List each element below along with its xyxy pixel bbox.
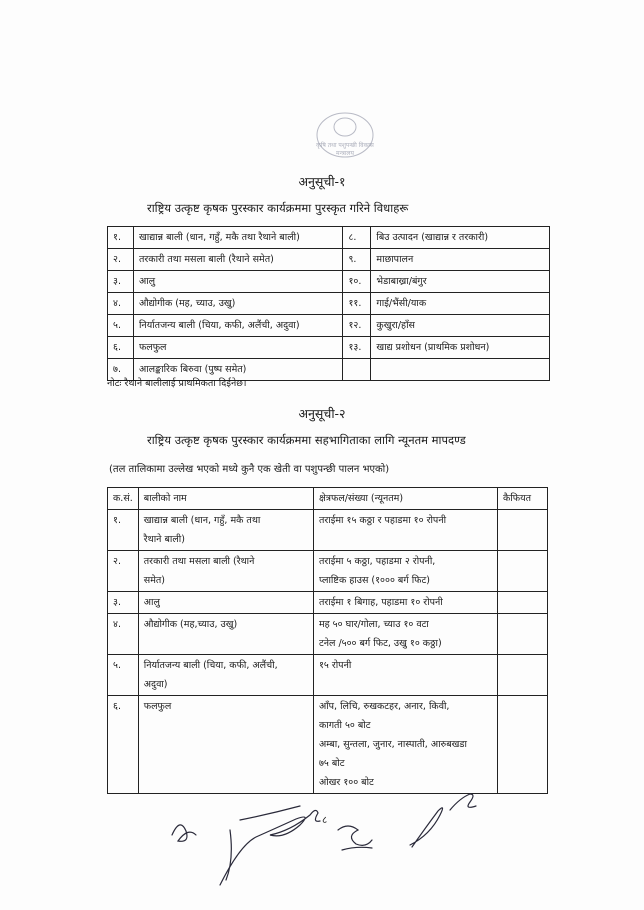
schedule2-cell-area <box>313 696 497 794</box>
schedule1-row <box>108 315 550 337</box>
schedule1-cell-n2 <box>343 359 371 381</box>
schedule2-row <box>108 592 548 614</box>
schedule2-cell-crop <box>138 510 313 551</box>
schedule2-cell-sn: ५. <box>108 655 139 696</box>
schedule1-cell-c1: खाद्यान्न बाली (धान, गहुँ, मकै तथा रैथाने बाली) <box>133 227 342 249</box>
schedule1-cell-c2 <box>371 359 550 381</box>
schedule2-crop-line: अदुवा) <box>143 679 168 690</box>
schedule2-area-line: तराईमा १५ कठ्ठा र पहाडमा १० रोपनी <box>318 515 447 526</box>
schedule1-cell-n2: १०. <box>343 271 371 293</box>
schedule1-cell-n2: ९. <box>343 249 371 271</box>
stamp-seal <box>300 105 390 170</box>
signature-2 <box>220 810 320 885</box>
schedule1-cell-n1: ३. <box>108 271 134 293</box>
schedule2-row <box>108 655 548 696</box>
schedule2-area-line: ओखर १०० बोट <box>318 777 374 788</box>
schedule2-area-line: अम्बा, सुन्तला, जुनार, नास्पाती, आरुबखडा <box>318 739 467 750</box>
signature-3 <box>338 826 372 850</box>
schedule2-crop-line: आलु <box>143 597 160 608</box>
schedule2-cell-remarks <box>498 614 548 655</box>
schedule2-cell-crop <box>138 696 313 794</box>
schedule2-cell-sn: १. <box>108 510 139 551</box>
schedule2-area-line: तराईमा १ बिगाह, पहाडमा १० रोपनी <box>318 597 443 608</box>
schedule2-crop-line: समेत) <box>143 575 165 586</box>
schedule2-header-row <box>108 488 548 510</box>
schedule1-row <box>108 271 550 293</box>
schedule1-cell-n1: ५. <box>108 315 134 337</box>
schedule2-row <box>108 510 548 551</box>
schedule1-cell-c1: आलङ्कारिक बिरुवा (पुष्प समेत) <box>133 359 342 381</box>
signature-4 <box>410 794 476 847</box>
schedule1-cell-c1: आलु <box>133 271 342 293</box>
schedule1-cell-c2: कुखुरा/हाँस <box>371 315 550 337</box>
schedule2-cell-remarks <box>498 510 548 551</box>
schedule1-heading: अनुसूची-१ <box>298 174 346 189</box>
schedule2-crop-line: निर्यातजन्य बाली (चिया, कफी, अलैंची, <box>143 660 278 671</box>
schedule2-area-line: प्लाष्टिक हाउस (१००० बर्ग फिट) <box>318 575 430 586</box>
schedule2-cell-remarks <box>498 696 548 794</box>
schedule2-cell-area <box>313 614 497 655</box>
schedule1-cell-c2: खाद्य प्रशोधन (प्राथमिक प्रशोधन) <box>371 337 550 359</box>
schedule1-cell-n2: ८. <box>343 227 371 249</box>
schedule2-cell-remarks <box>498 551 548 592</box>
schedule2-intro: (तल तालिकामा उल्लेख भएको मध्ये कुनै एक खेती वा पशुपन्छी पालन भएको) <box>109 464 390 475</box>
schedule1-cell-n1: ७. <box>108 359 134 381</box>
signature-1 <box>172 825 196 841</box>
schedule1-cell-n1: ४. <box>108 293 134 315</box>
schedule2-crop-line: तरकारी तथा मसला बाली (रैथाने <box>143 556 255 567</box>
schedule2-cell-sn: २. <box>108 551 139 592</box>
header-crop: बालीको नाम <box>138 488 313 510</box>
schedule1-cell-n1: १. <box>108 227 134 249</box>
schedule1-cell-n2: १३. <box>343 337 371 359</box>
stamp-text-1: कृषि तथा पशुपन्छी विकास <box>316 142 374 149</box>
schedule2-area-line: टनेल /५०० बर्ग फिट, उखु १० कठ्ठा) <box>318 638 442 649</box>
schedule1-cell-c1: निर्यातजन्य बाली (चिया, कफी, अलैंची, अदुवा) <box>133 315 342 337</box>
schedule2-cell-remarks <box>498 592 548 614</box>
schedule2-area-line: तराईमा ५ कठ्ठा, पहाडमा २ रोपनी, <box>318 556 436 567</box>
schedule1-cell-n2: ११. <box>343 293 371 315</box>
stamp-text-2: मन्त्रालय <box>336 150 354 157</box>
schedule2-row <box>108 551 548 592</box>
schedule2-area-line: ७५ बोट <box>318 758 345 769</box>
schedule2-cell-area <box>313 551 497 592</box>
schedule2-crop-line: फलफुल <box>143 701 172 712</box>
schedule1-note: नोटः रैथाने बालीलाई प्राथमिकता दिईनेछ। <box>107 378 247 389</box>
schedule2-crop-line: औद्योगीक (मह,च्याउ, उखु) <box>143 619 238 630</box>
header-area: क्षेत्रफल/संख्या (न्यूनतम) <box>313 488 497 510</box>
schedule1-row <box>108 293 550 315</box>
schedule1-row <box>108 227 550 249</box>
schedule2-cell-area <box>313 592 497 614</box>
schedule1-cell-n1: २. <box>108 249 134 271</box>
schedule2-title: राष्ट्रिय उत्कृष्ट कृषक पुरस्कार कार्यक्रममा सहभागिताका लागि न्यूनतम मापदण्ड <box>147 433 466 447</box>
schedule1-cell-c1: औद्योगीक (मह, च्याउ, उखु) <box>133 293 342 315</box>
schedule2-area-line: मह ५० घार/गोला, च्याउ १० वटा <box>318 619 429 630</box>
page-number: ८ <box>322 815 328 826</box>
schedule1-cell-n2: १२. <box>343 315 371 337</box>
schedule2-cell-remarks <box>498 655 548 696</box>
schedule1-cell-c2: गाई/भैंसी/याक <box>371 293 550 315</box>
schedule2-cell-crop <box>138 614 313 655</box>
schedule1-row <box>108 337 550 359</box>
schedule2-row <box>108 696 548 794</box>
schedule1-table <box>107 226 550 381</box>
header-sn: क.सं. <box>108 488 139 510</box>
schedule1-cell-c1: तरकारी तथा मसला बाली (रैथाने समेत) <box>133 249 342 271</box>
schedule2-cell-crop <box>138 551 313 592</box>
schedule2-area-line: १५ रोपनी <box>318 660 352 671</box>
schedule1-cell-c2: भेडाबाख्रा/बंगुर <box>371 271 550 293</box>
signature-2-strokes <box>226 806 300 880</box>
schedule1-cell-c1: फलफुल <box>133 337 342 359</box>
schedule2-cell-area <box>313 655 497 696</box>
schedule2-cell-sn: ३. <box>108 592 139 614</box>
schedule1-row <box>108 249 550 271</box>
schedule2-cell-crop <box>138 655 313 696</box>
schedule2-table <box>107 487 548 794</box>
schedule2-cell-crop <box>138 592 313 614</box>
schedule2-crop-line: खाद्यान्न बाली (धान, गहुँ, मकै तथा <box>143 515 261 526</box>
schedule2-row <box>108 614 548 655</box>
schedule2-area-line: आँप, लिचि, रुखकटहर, अनार, किवी, <box>318 701 450 712</box>
schedule1-title: राष्ट्रिय उत्कृष्ट कृषक पुरस्कार कार्यक्रममा पुरस्कृत गरिने विधाहरू <box>147 201 409 215</box>
schedule2-crop-line: रैथाने बाली) <box>143 534 185 545</box>
schedule2-cell-sn: ६. <box>108 696 139 794</box>
schedule1-cell-n1: ६. <box>108 337 134 359</box>
schedule1-cell-c2: बिउ उत्पादन (खाद्यान्न र तरकारी) <box>371 227 550 249</box>
header-remarks: कैफियत <box>498 488 548 510</box>
schedule2-cell-area <box>313 510 497 551</box>
schedule1-cell-c2: माछापालन <box>371 249 550 271</box>
signatures <box>160 790 560 900</box>
schedule2-cell-sn: ४. <box>108 614 139 655</box>
schedule2-heading: अनुसूची-२ <box>298 406 346 421</box>
schedule2-area-line: कागती ५० बोट <box>318 720 371 731</box>
